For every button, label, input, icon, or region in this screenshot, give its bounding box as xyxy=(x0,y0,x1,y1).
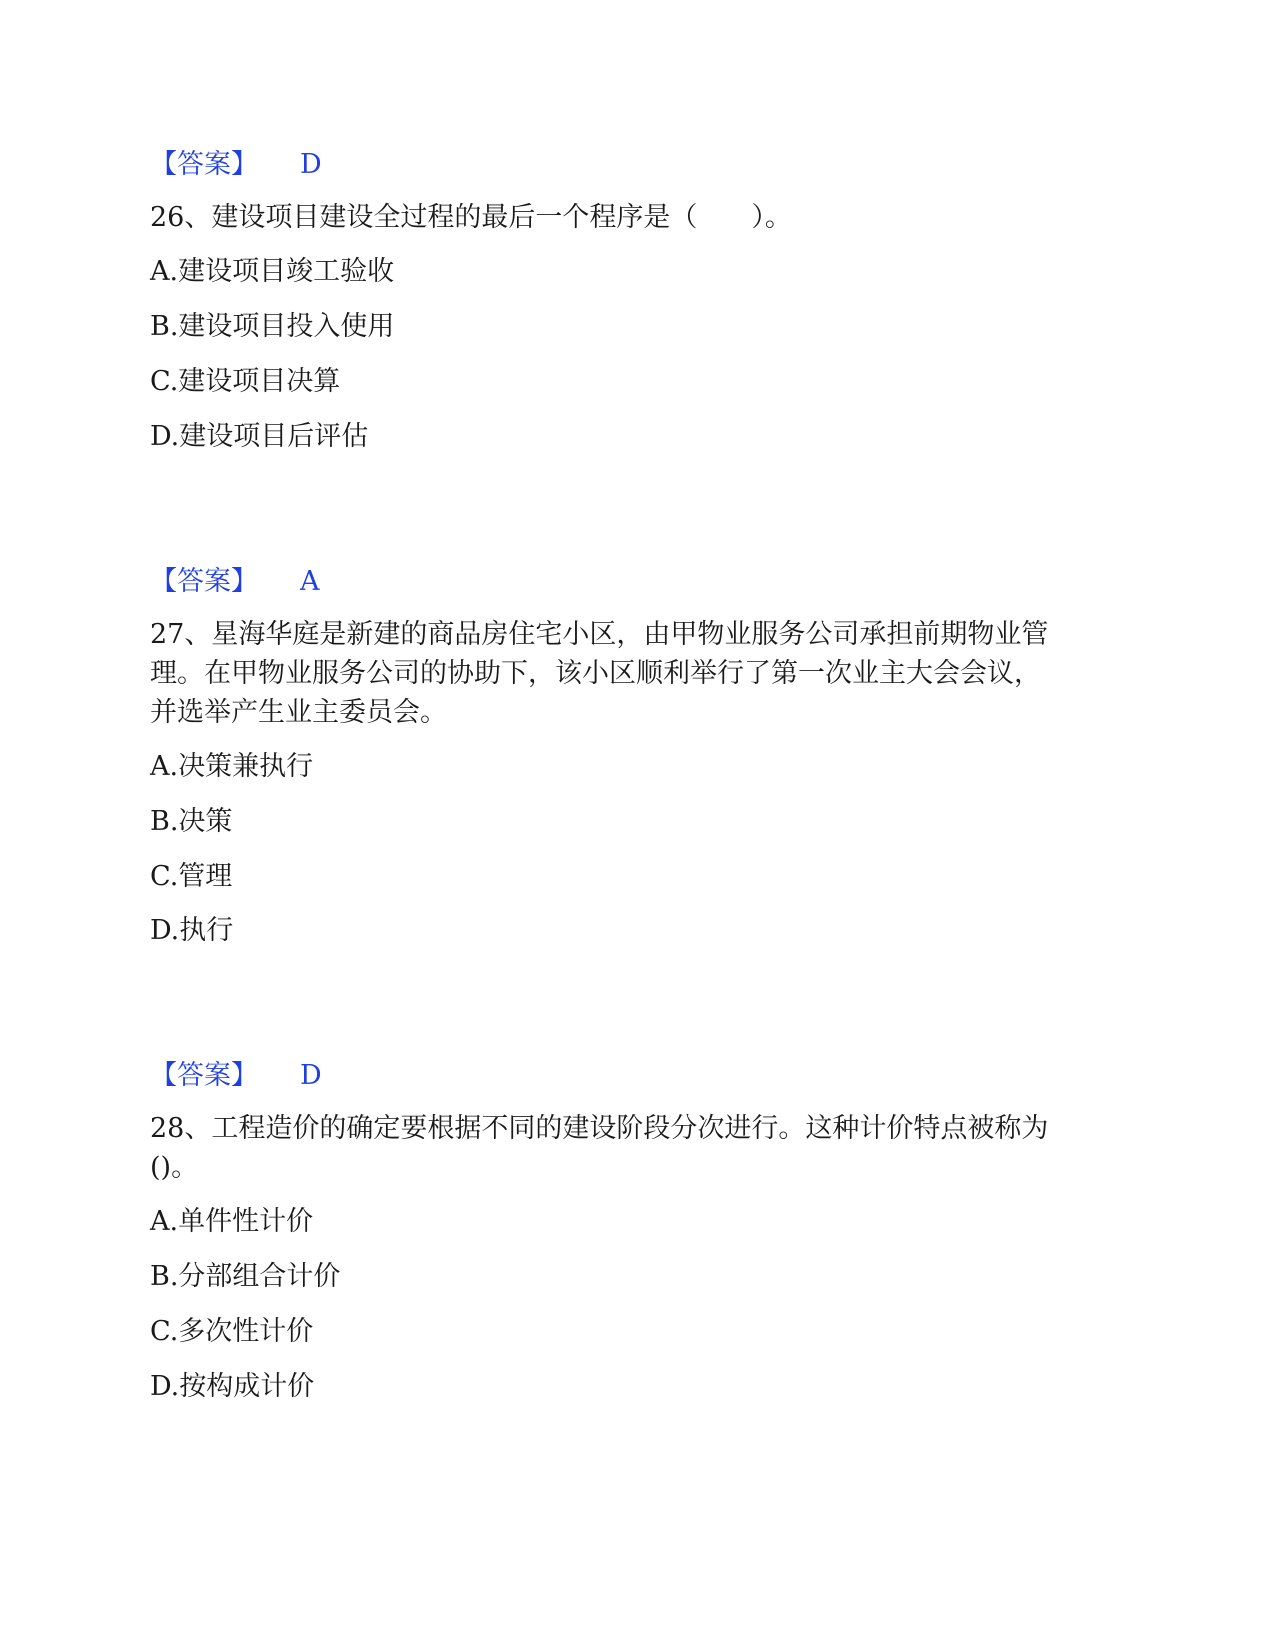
question-27-line-2: 理。在甲物业服务公司的协助下，该小区顺利举行了第一次业主大会会议， xyxy=(150,658,1041,689)
option-26-d: D.建设项目后评估 xyxy=(150,421,369,452)
question-28-line-1: 28、工程造价的确定要根据不同的建设阶段分次进行。这种计价特点被称为 xyxy=(150,1113,1049,1144)
question-28-line-2: ()。 xyxy=(150,1152,199,1183)
option-27-b: B.决策 xyxy=(150,806,233,837)
option-27-a: A.决策兼执行 xyxy=(150,751,314,782)
option-26-a: A.建设项目竣工验收 xyxy=(150,256,395,287)
option-26-c: C.建设项目决算 xyxy=(150,366,341,397)
answer-line-3 xyxy=(150,1057,322,1095)
answer-label: 【答案】 xyxy=(150,149,258,180)
option-27-c: C.管理 xyxy=(150,861,233,892)
option-28-d: D.按构成计价 xyxy=(150,1371,315,1402)
answer-label: 【答案】 xyxy=(150,1060,258,1091)
option-27-d: D.执行 xyxy=(150,915,234,946)
answer-line-1 xyxy=(150,146,322,184)
question-27-line-1: 27、星海华庭是新建的商品房住宅小区，由甲物业服务公司承担前期物业管 xyxy=(150,619,1049,650)
option-28-c: C.多次性计价 xyxy=(150,1316,314,1347)
answer-value: D xyxy=(300,1060,322,1091)
option-28-a: A.单件性计价 xyxy=(150,1206,314,1237)
answer-value: D xyxy=(300,149,322,180)
answer-value: A xyxy=(300,566,320,597)
question-27-line-3: 并选举产生业主委员会。 xyxy=(150,697,447,728)
option-28-b: B.分部组合计价 xyxy=(150,1261,341,1292)
option-26-b: B.建设项目投入使用 xyxy=(150,311,395,342)
question-26: 26、建设项目建设全过程的最后一个程序是（ ）。 xyxy=(150,202,792,233)
answer-line-2 xyxy=(150,563,320,601)
answer-label: 【答案】 xyxy=(150,566,258,597)
